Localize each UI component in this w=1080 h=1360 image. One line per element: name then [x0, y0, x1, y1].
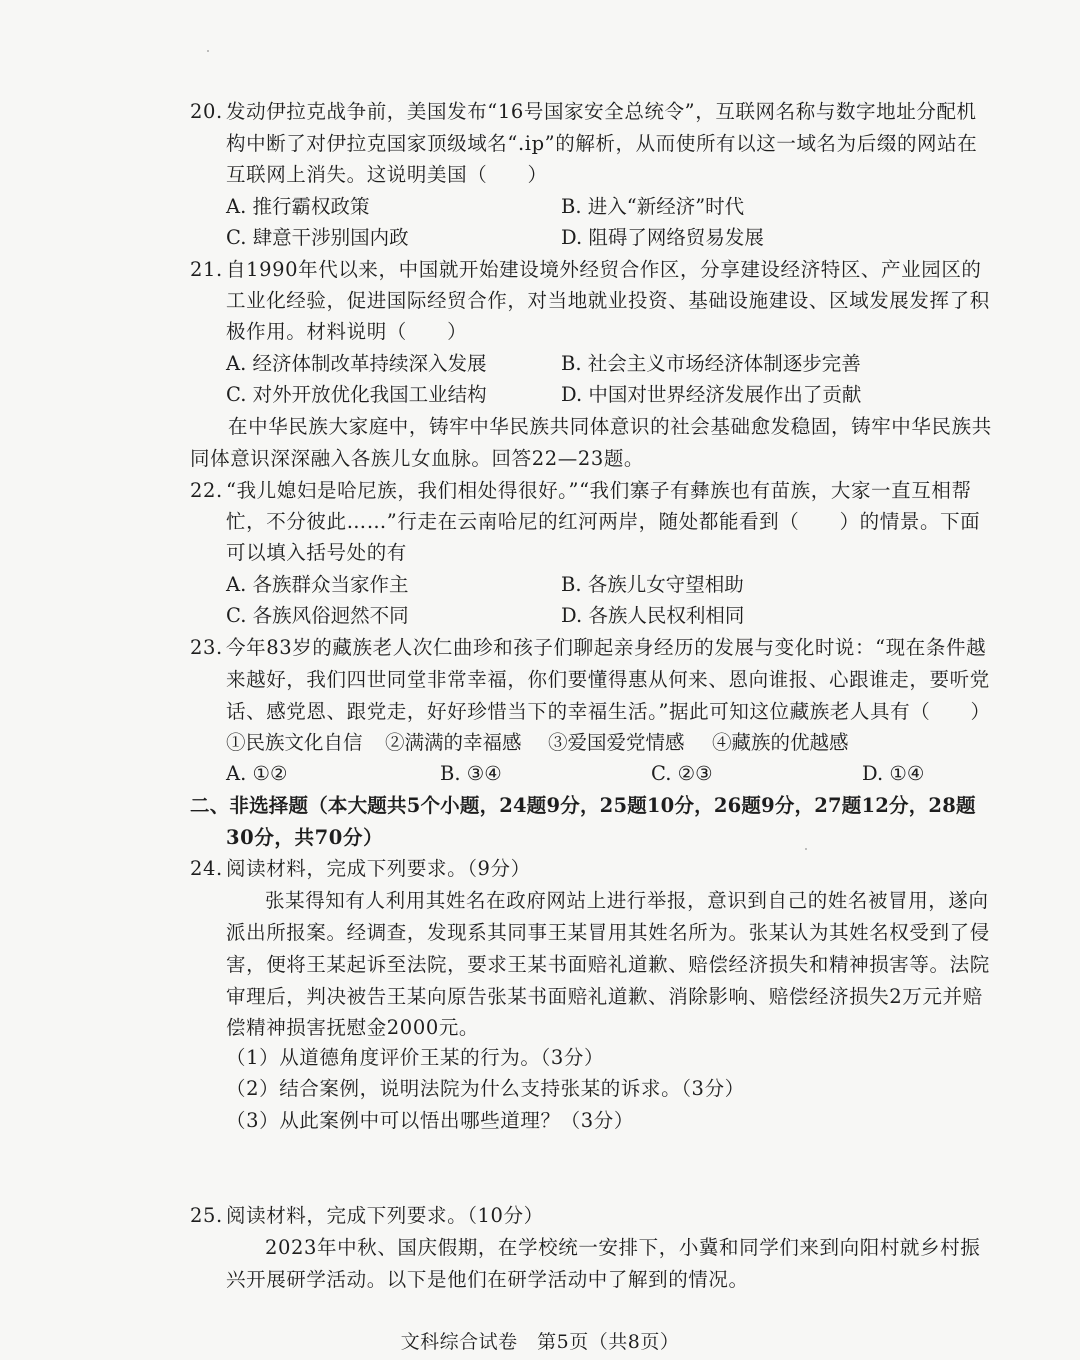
subquestion-1: （1）从道德角度评价王某的行为。（3分）	[226, 1046, 605, 1069]
material-line-2: 兴开展研学活动。以下是他们在研学活动中了解到的情况。	[226, 1268, 749, 1291]
page-footer: 文科综合试卷 第5页（共8页）	[400, 1331, 680, 1353]
option-c: C. 对外开放优化我国工业结构	[226, 383, 487, 406]
option-a: A. 推行霸权政策	[226, 195, 370, 218]
question-22-line-3: 可以填入括号处的有	[226, 541, 407, 564]
question-22-line-1: 22. “我儿媳妇是哈尼族，我们相处得很好。”“我们寨子有彝族也有苗族，大家一直互相帮	[190, 476, 972, 506]
subquestion-2: （2）结合案例，说明法院为什么支持张某的诉求。（3分）	[226, 1077, 745, 1100]
option-c: C. ②③	[651, 762, 713, 785]
option-c: C. 各族风俗迥然不同	[226, 604, 409, 627]
question-23-line-3: 话、感党恩、跟党走，好好珍惜当下的幸福生活。”据此可知这位藏族老人具有（ ）	[226, 700, 991, 723]
statement-3: ③爱国爱党情感	[548, 731, 685, 754]
material-line-4: 审理后，判决被告王某向原告张某书面赔礼道歉、消除影响、赔偿经济损失2万元并赔	[226, 985, 983, 1008]
question-number: 20.	[190, 100, 223, 123]
option-b: B. 社会主义市场经济体制逐步完善	[561, 352, 861, 375]
section-heading-line-2: 30分，共70分）	[226, 826, 384, 849]
question-number: 21.	[190, 258, 223, 281]
material-line-1: 2023年中秋、国庆假期，在学校统一安排下，小冀和同学们来到向阳村就乡村振	[265, 1236, 981, 1259]
section-heading-line-1: 二、非选择题（本大题共5个小题，24题9分，25题10分，26题9分，27题12分，28题	[190, 794, 976, 817]
option-d: D. 阻碍了网络贸易发展	[561, 226, 764, 249]
question-number: 24.	[190, 857, 223, 880]
material-line-5: 偿精神损害抚慰金2000元。	[226, 1016, 480, 1039]
material-line-3: 害，便将王某起诉至法院，要求王某书面赔礼道歉、赔偿经济损失和精神损害等。法院	[226, 953, 990, 976]
subquestion-3: （3）从此案例中可以悟出哪些道理？（3分）	[226, 1109, 634, 1132]
question-22-line-2: 忙，不分彼此……”行走在云南哈尼的红河两岸，随处都能看到（ ）的情景。下面	[226, 510, 981, 533]
question-21-line-2: 工业化经验，促进国际经贸合作，对当地就业投资、基础设施建设、区域发展发挥了积	[226, 289, 990, 312]
option-b: B. ③④	[440, 762, 502, 785]
option-b: B. 进入“新经济”时代	[561, 195, 745, 218]
option-a: A. 经济体制改革持续深入发展	[226, 352, 487, 375]
intro-line-2: 同体意识深深融入各族儿女血脉。回答22—23题。	[190, 447, 645, 470]
option-c: C. 肆意干涉别国内政	[226, 226, 409, 249]
statement-4: ④藏族的优越感	[712, 731, 849, 754]
question-number: 25.	[190, 1204, 223, 1227]
statement-1: ①民族文化自信	[226, 731, 363, 754]
option-d: D. 各族人民权利相同	[561, 604, 745, 627]
question-24-prompt: 24. 阅读材料，完成下列要求。（9分）	[190, 854, 531, 884]
question-20-line-2: 构中断了对伊拉克国家顶级域名“.ip”的解析，从而使所有以这一域名为后缀的网站在	[226, 132, 978, 155]
statement-2: ②满满的幸福感	[385, 731, 522, 754]
intro-line-1: 在中华民族大家庭中，铸牢中华民族共同体意识的社会基础愈发稳固，铸牢中华民族共	[228, 415, 992, 438]
option-a: A. ①②	[226, 762, 288, 785]
question-20-line-1: 20. 发动伊拉克战争前，美国发布“16号国家安全总统令”，互联网名称与数字地址分配机	[190, 97, 977, 127]
option-d: D. 中国对世界经济发展作出了贡献	[561, 383, 862, 406]
option-b: B. 各族儿女守望相助	[561, 573, 744, 596]
scan-speck	[207, 50, 209, 52]
material-line-1: 张某得知有人利用其姓名在政府网站上进行举报，意识到自己的姓名被冒用，遂向	[265, 889, 989, 912]
question-21-line-1: 21. 自1990年代以来，中国就开始建设境外经贸合作区，分享建设经济特区、产业园区的	[190, 255, 982, 285]
material-line-2: 派出所报案。经调查，发现系其同事王某冒用其姓名所为。张某认为其姓名权受到了侵	[226, 921, 990, 944]
question-23-line-1: 23. 今年83岁的藏族老人次仁曲珍和孩子们聊起亲身经历的发展与变化时说：“现在条件越	[190, 633, 986, 663]
question-23-line-2: 来越好，我们四世同堂非常幸福，你们要懂得惠从何来、恩向谁报、心跟谁走，要听党	[226, 668, 990, 691]
option-d: D. ①④	[862, 762, 925, 785]
question-25-prompt: 25. 阅读材料，完成下列要求。（10分）	[190, 1201, 544, 1231]
question-number: 22.	[190, 479, 223, 502]
question-20-line-3: 互联网上消失。这说明美国（ ）	[226, 163, 548, 186]
scan-speck	[805, 848, 807, 850]
question-number: 23.	[190, 636, 223, 659]
option-a: A. 各族群众当家作主	[226, 573, 409, 596]
question-21-line-3: 极作用。材料说明（ ）	[226, 320, 468, 343]
